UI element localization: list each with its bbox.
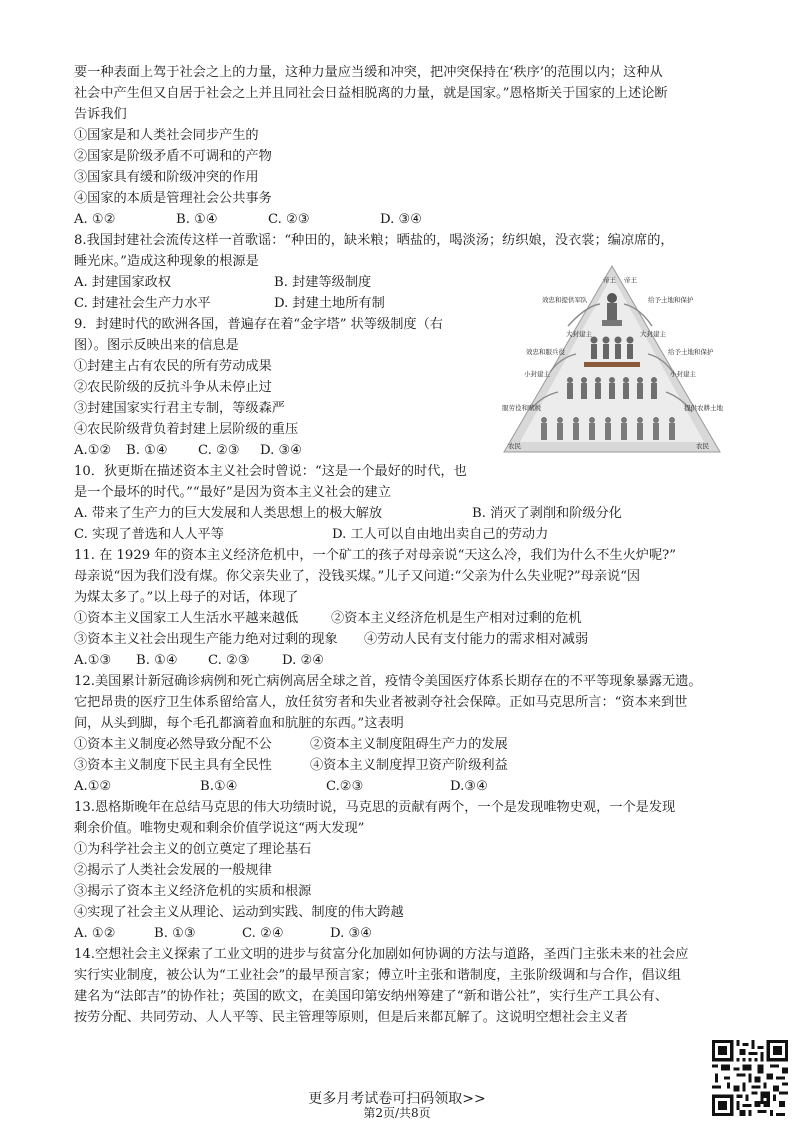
label-small-lord-right: 小封建主: [670, 370, 696, 378]
option-c: C. ②③: [198, 443, 240, 458]
choice-statement: ④农民阶级背负着封建上层阶级的重压: [74, 422, 299, 437]
option-a: A.①②: [74, 443, 112, 458]
text-line: 是一个最坏的时代。”“最好”是因为资本主义社会的建立: [74, 485, 391, 500]
option-d: D.③④: [450, 779, 488, 794]
choice-statement: ④国家的本质是管理社会公共事务: [74, 191, 272, 206]
option-b: B.①④: [200, 779, 238, 794]
option-d: D. ③④: [380, 212, 423, 227]
choice-statement: ②揭示了人类社会发展的一般规律: [74, 863, 272, 878]
text-line: 告诉我们: [74, 107, 127, 122]
text-line: 它把昂贵的医疗卫生体系留给富人，放任贫穷者和失业者被剥夺社会保障。正如马克思所言：“资本来到世: [74, 695, 688, 710]
option-a: A. ①②: [74, 926, 116, 941]
question-8: 8.我国封建社会流传这样一首歌谣：“种田的，缺米粮；晒盐的，喝淡汤；纺织娘，没衣裳；编凉席的，: [74, 233, 674, 248]
question-13: 13.恩格斯晚年在总结马克思的伟大功绩时说，马克思的贡献有两个，一个是发现唯物史观，一个是发现: [74, 800, 676, 815]
option-c: C. ②④: [242, 926, 284, 941]
option-c: C. ②③: [208, 653, 250, 668]
text-line: 要一种表面上驾于社会之上的力量，这种力量应当缓和冲突，把冲突保持在‘秩序’的范围以内；这种从: [74, 65, 663, 80]
text-line: 建名为“法郎吉”的协作社；英国的欧文，在美国印第安纳州筹建了“新和谐公社”，实行生产工具公有、: [74, 989, 669, 1004]
label-grant-3: 提供农耕土地: [684, 404, 723, 412]
peasants-figures: [541, 417, 675, 440]
scan-promo-text: 更多月考试卷可扫码领取>>: [308, 1091, 486, 1107]
feudal-pyramid-figure: [498, 262, 726, 458]
choice-statement: ①资本主义国家工人生活水平越来越低: [74, 611, 299, 626]
question-14: 14.空想社会主义探索了工业文明的进步与贫富分化加剧如何协调的方法与道路，圣西门主张未来的社会应: [74, 947, 689, 962]
option-a: A. ①②: [74, 212, 116, 227]
label-duty-1: 效忠和提供军队: [542, 296, 588, 304]
option-b: B. ①③: [154, 926, 196, 941]
choice-statement: ①封建主占有农民的所有劳动成果: [74, 359, 272, 374]
option-d: D. ②④: [282, 653, 325, 668]
label-small-lord-left: 小封建主: [524, 370, 550, 378]
option-c: C.②③: [326, 779, 364, 794]
option-c: C. ②③: [268, 212, 310, 227]
option-b: B. 封建等级制度: [274, 275, 372, 290]
label-grant-1: 给予土地和保护: [648, 296, 694, 304]
label-grant-2: 给予土地和保护: [668, 348, 714, 356]
option-a: A. 封建国家政权: [74, 275, 172, 290]
option-b: B. ①④: [126, 443, 168, 458]
label-duty-2: 效忠和服兵役: [526, 348, 565, 356]
text-line: 间，从头到脚，每个毛孔都滴着血和肮脏的东西。”这表明: [74, 716, 404, 731]
label-great-lord-left: 大封建主: [566, 330, 592, 338]
option-d: D. ③④: [330, 926, 373, 941]
text-line: 实行实业制度，被公认为“工业社会”的最早预言家；傅立叶主张和谐制度，主张阶级调和与合作，倡议组: [74, 968, 681, 983]
question-10: 10．狄更斯在描述资本主义社会时曾说：“这是一个最好的时代，也: [74, 464, 467, 479]
option-a: A.①③: [74, 653, 112, 668]
text-line: 为煤太多了。”以上母子的对话，体现了: [74, 590, 299, 605]
option-d: D. 封建土地所有制: [274, 296, 385, 311]
label-king-left: 帝王: [603, 276, 616, 284]
page-number: 第2页/共8页: [363, 1106, 431, 1120]
choice-statement: ③封建国家实行君主专制，等级森严: [74, 401, 285, 416]
question-9: 9．封建时代的欧洲各国，普遍存在着“金字塔” 状等级制度（右: [74, 317, 443, 332]
text-line: 按劳分配、共同劳动、人人平等、民主管理等原则，但是后来都瓦解了。这说明空想社会主义者: [74, 1010, 628, 1025]
choice-statement: ①资本主义制度必然导致分配不公: [74, 737, 272, 752]
option-b: B. ①④: [136, 653, 178, 668]
option-c: C. 封建社会生产力水平: [74, 296, 211, 311]
choice-statement: ③资本主义制度下民主具有全民性: [74, 758, 272, 773]
option-c: C. 实现了普选和人人平等: [74, 527, 224, 542]
choice-statement: ③资本主义社会出现生产能力绝对过剩的现象: [74, 632, 338, 647]
option-a: A.①②: [74, 779, 112, 794]
choice-statement: ③揭示了资本主义经济危机的实质和根源: [74, 884, 312, 899]
text-line: 剩余价值。唯物史观和剩余价值学说这“两大发现”: [74, 821, 365, 836]
option-d: D. 工人可以自由地出卖自己的劳动力: [332, 527, 549, 542]
label-peasant-right: 农民: [696, 442, 709, 450]
question-12: 12.美国累计新冠确诊病例和死亡病例高居全球之首，疫情令美国医疗体系长期存在的不平等现象暴露无遗。: [74, 674, 702, 689]
choice-statement: ④实现了社会主义从理论、运动到实践、制度的伟大跨越: [74, 905, 404, 920]
text-line: 图）。图示反映出来的信息是: [74, 338, 239, 353]
choice-statement: ①国家是和人类社会同步产生的: [74, 128, 259, 143]
text-line: 母亲说“因为我们没有煤。你父亲失业了，没钱买煤。”儿子又问道:“父亲为什么失业呢?”母亲说“因: [74, 569, 641, 584]
option-d: D. ③④: [260, 443, 303, 458]
choice-statement: ②资本主义经济危机是生产相对过剩的危机: [331, 611, 582, 626]
choice-statement: ①为科学社会主义的创立奠定了理论基石: [74, 842, 312, 857]
option-b: B. 消灭了剥削和阶级分化: [472, 506, 622, 521]
choice-statement: ④资本主义制度捍卫资产阶级利益: [310, 758, 508, 773]
option-a: A. 带来了生产力的巨大发展和人类思想上的极大解放: [74, 506, 383, 521]
choice-statement: ②农民阶级的反抗斗争从未停止过: [74, 380, 272, 395]
label-peasant-left: 农民: [508, 442, 521, 450]
choice-statement: ②国家是阶级矛盾不可调和的产物: [74, 149, 272, 164]
text-line: 睡光床。”造成这种现象的根源是: [74, 254, 259, 269]
label-king-right: 帝王: [624, 276, 637, 284]
label-great-lord-right: 大封建主: [640, 330, 666, 338]
choice-statement: ②资本主义制度阻碍生产力的发展: [310, 737, 508, 752]
choice-statement: ④劳动人民有支付能力的需求相对减弱: [364, 632, 589, 647]
choice-statement: ③国家具有缓和阶级冲突的作用: [74, 170, 259, 185]
option-b: B. ①④: [176, 212, 218, 227]
question-11: 11. 在 1929 年的资本主义经济危机中，一个矿工的孩子对母亲说“天这么冷，我们为什么不生火炉呢?”: [74, 548, 676, 563]
label-duty-3: 服劳役和赋税: [502, 404, 541, 412]
text-line: 社会中产生但又自居于社会之上并且同社会日益相脱离的力量，就是国家。”恩格斯关于国家的上述论断: [74, 86, 668, 101]
